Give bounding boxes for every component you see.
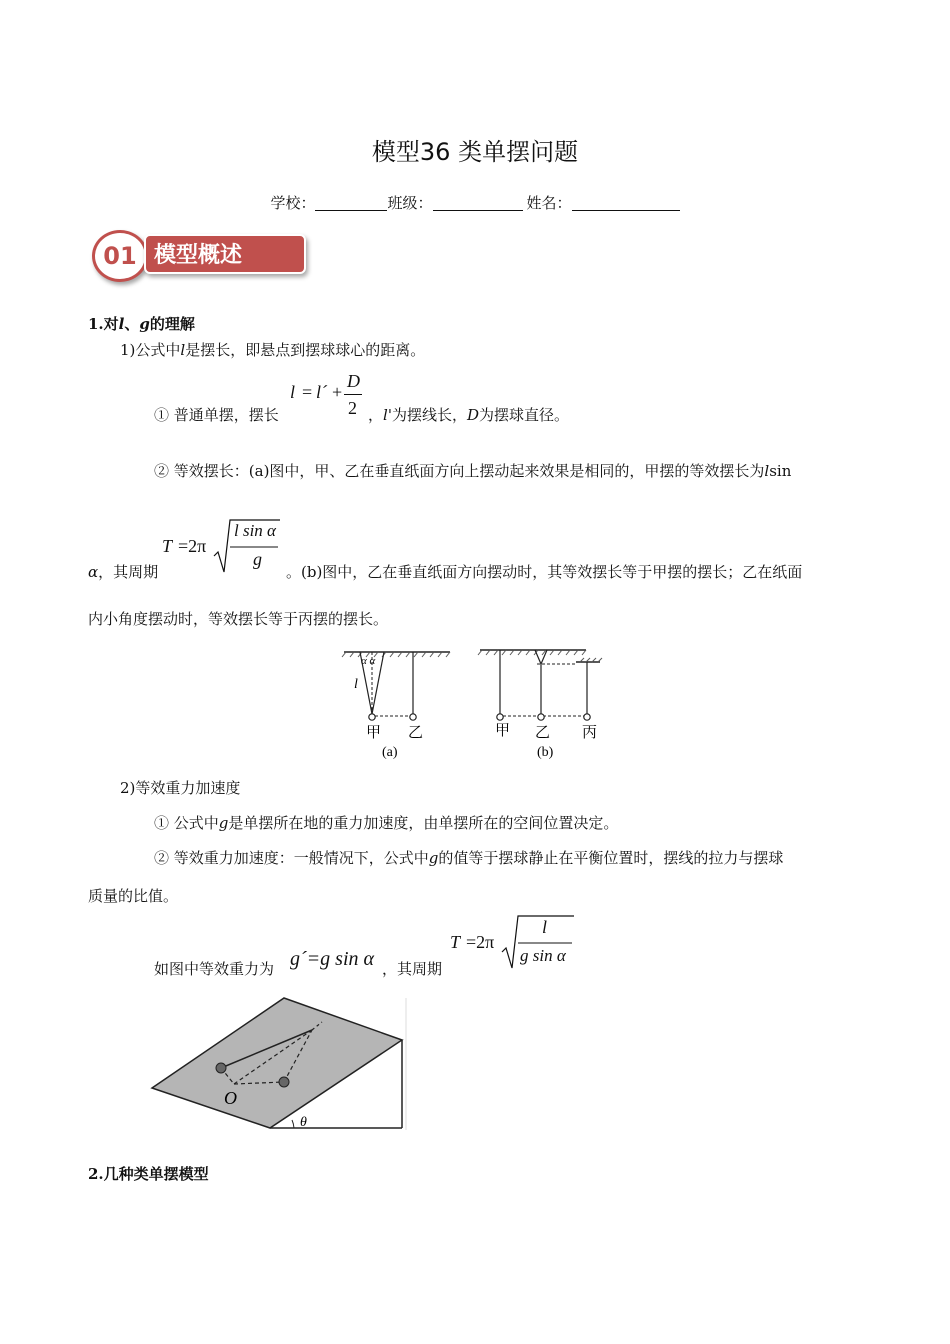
name-blank[interactable]	[572, 196, 680, 211]
f2-T: T	[162, 536, 173, 556]
item2-line1-sin: sin	[769, 462, 792, 480]
p2-item2-suffix: 的值等于摆球静止在平衡位置时，摆线的拉力与摆球	[438, 849, 784, 867]
heading-text: 1.对	[88, 315, 119, 333]
incline-theta: θ	[300, 1115, 307, 1130]
item-2-line2b: 。(b)图中，乙在垂直纸面方向摆动时，其等效摆长等于甲摆的摆长；乙在纸面	[286, 563, 803, 581]
incline-pendulum-figure	[150, 994, 408, 1132]
bob-equilibrium	[279, 1077, 289, 1087]
f2-num: l sin α	[234, 521, 276, 540]
fig-a-alpha: α α	[361, 655, 376, 667]
item1-text2: 为摆线长，	[391, 406, 467, 424]
f1-fraction-bar	[344, 394, 362, 395]
section-badge	[88, 226, 314, 282]
item2-line1-text: ② 等效摆长：(a)图中，甲、乙在垂直纸面方向上摆动起来效果是相同的，甲摆的等效摆长为	[154, 462, 765, 480]
p2-item-2	[154, 847, 783, 868]
p1-var: l	[180, 341, 186, 359]
school-blank[interactable]	[315, 196, 387, 211]
paragraph-1	[120, 339, 425, 360]
p2-item-1	[154, 812, 618, 833]
fig-b-caption: (b)	[537, 745, 554, 760]
f1-den: 2	[348, 398, 357, 418]
p1-prefix: 1)公式中	[120, 341, 181, 359]
p2-item1-var: g	[218, 814, 229, 832]
name-label: 姓名：	[526, 194, 572, 212]
incline-plane	[152, 998, 402, 1128]
part2-heading: 2.几种类单摆模型	[88, 1165, 209, 1183]
class-label: 班级：	[387, 194, 433, 212]
p1-suffix: 是摆长，即悬点到摆球球心的距离。	[185, 341, 426, 359]
f1-lprime: l´	[316, 382, 327, 402]
figure-b	[478, 650, 602, 760]
fig-a-caption: (a)	[382, 745, 398, 760]
item1-comma: ，	[368, 406, 384, 424]
school-label: 学校：	[270, 194, 316, 212]
item-2-line3: 内小角度摆动时，等效摆长等于丙摆的摆长。	[88, 610, 389, 628]
p2-item-2-line2: 质量的比值。	[88, 887, 179, 905]
section-label: 模型概述	[144, 234, 306, 274]
f4-eq: =2π	[466, 932, 495, 952]
p2-line-3b: ，其周期	[382, 960, 443, 978]
heading-var-l: l	[118, 315, 125, 333]
item1-prefix: ① 普通单摆，摆长	[154, 406, 279, 424]
formula-period-incline	[450, 914, 580, 974]
heading-sep: 、	[124, 315, 140, 333]
item-1	[154, 404, 279, 425]
fig-b-jia: 甲	[495, 723, 511, 739]
f1-eq: =	[302, 382, 313, 402]
item-2-line2a	[88, 561, 158, 582]
paragraph-2: 2)等效重力加速度	[120, 779, 241, 797]
fig-a-jia: 甲	[366, 725, 382, 741]
figure-a	[342, 652, 450, 760]
fig-a-l: l	[354, 677, 358, 692]
f4-den: g sin α	[520, 946, 566, 965]
section-number: 01	[92, 230, 148, 282]
page-title: 模型36 类单摆问题	[371, 138, 579, 166]
f4-num: l	[542, 917, 548, 937]
item2-alpha: α	[88, 563, 99, 581]
item-2-line1	[154, 460, 791, 481]
f1-plus: +	[332, 382, 343, 402]
p2-item1-suffix: 是单摆所在地的重力加速度，由单摆所在的空间位置决定。	[228, 814, 619, 832]
part1-heading	[88, 313, 195, 334]
item2-line2-a: ，其周期	[98, 563, 159, 581]
formula-pendulum-length	[290, 372, 370, 422]
p2-line-3a: 如图中等效重力为	[154, 960, 275, 978]
f2-den: g	[253, 549, 262, 569]
heading-var-g: g	[139, 315, 150, 333]
fig-b-yi: 乙	[535, 725, 551, 741]
pendulum-figures	[330, 640, 620, 762]
p2-item2-var: g	[428, 849, 439, 867]
p2-item2-prefix: ② 等效重力加速度：一般情况下，公式中	[154, 849, 429, 867]
incline-O: O	[224, 1088, 237, 1108]
p2-item1-prefix: ① 公式中	[154, 814, 219, 832]
item1-text3: 为摆球直径。	[478, 406, 569, 424]
fig-b-bing: 丙	[582, 725, 598, 741]
fig-a-yi: 乙	[408, 725, 424, 741]
formula-effective-g: g´=g sin α	[290, 948, 374, 970]
f1-num: D	[347, 371, 360, 391]
class-blank[interactable]	[433, 196, 523, 211]
formula-period-a	[162, 518, 292, 578]
f2-eq: =2π	[178, 536, 207, 556]
header-fields	[0, 192, 950, 213]
item-1-tail	[368, 404, 569, 425]
item1-D: D	[466, 406, 479, 424]
f4-T: T	[450, 932, 461, 952]
item2-line1-l: l	[764, 462, 770, 480]
bob-displaced	[216, 1063, 226, 1073]
item1-lprime: l'	[383, 406, 392, 424]
heading-suffix: 的理解	[149, 315, 195, 333]
f1-l: l	[290, 382, 296, 402]
